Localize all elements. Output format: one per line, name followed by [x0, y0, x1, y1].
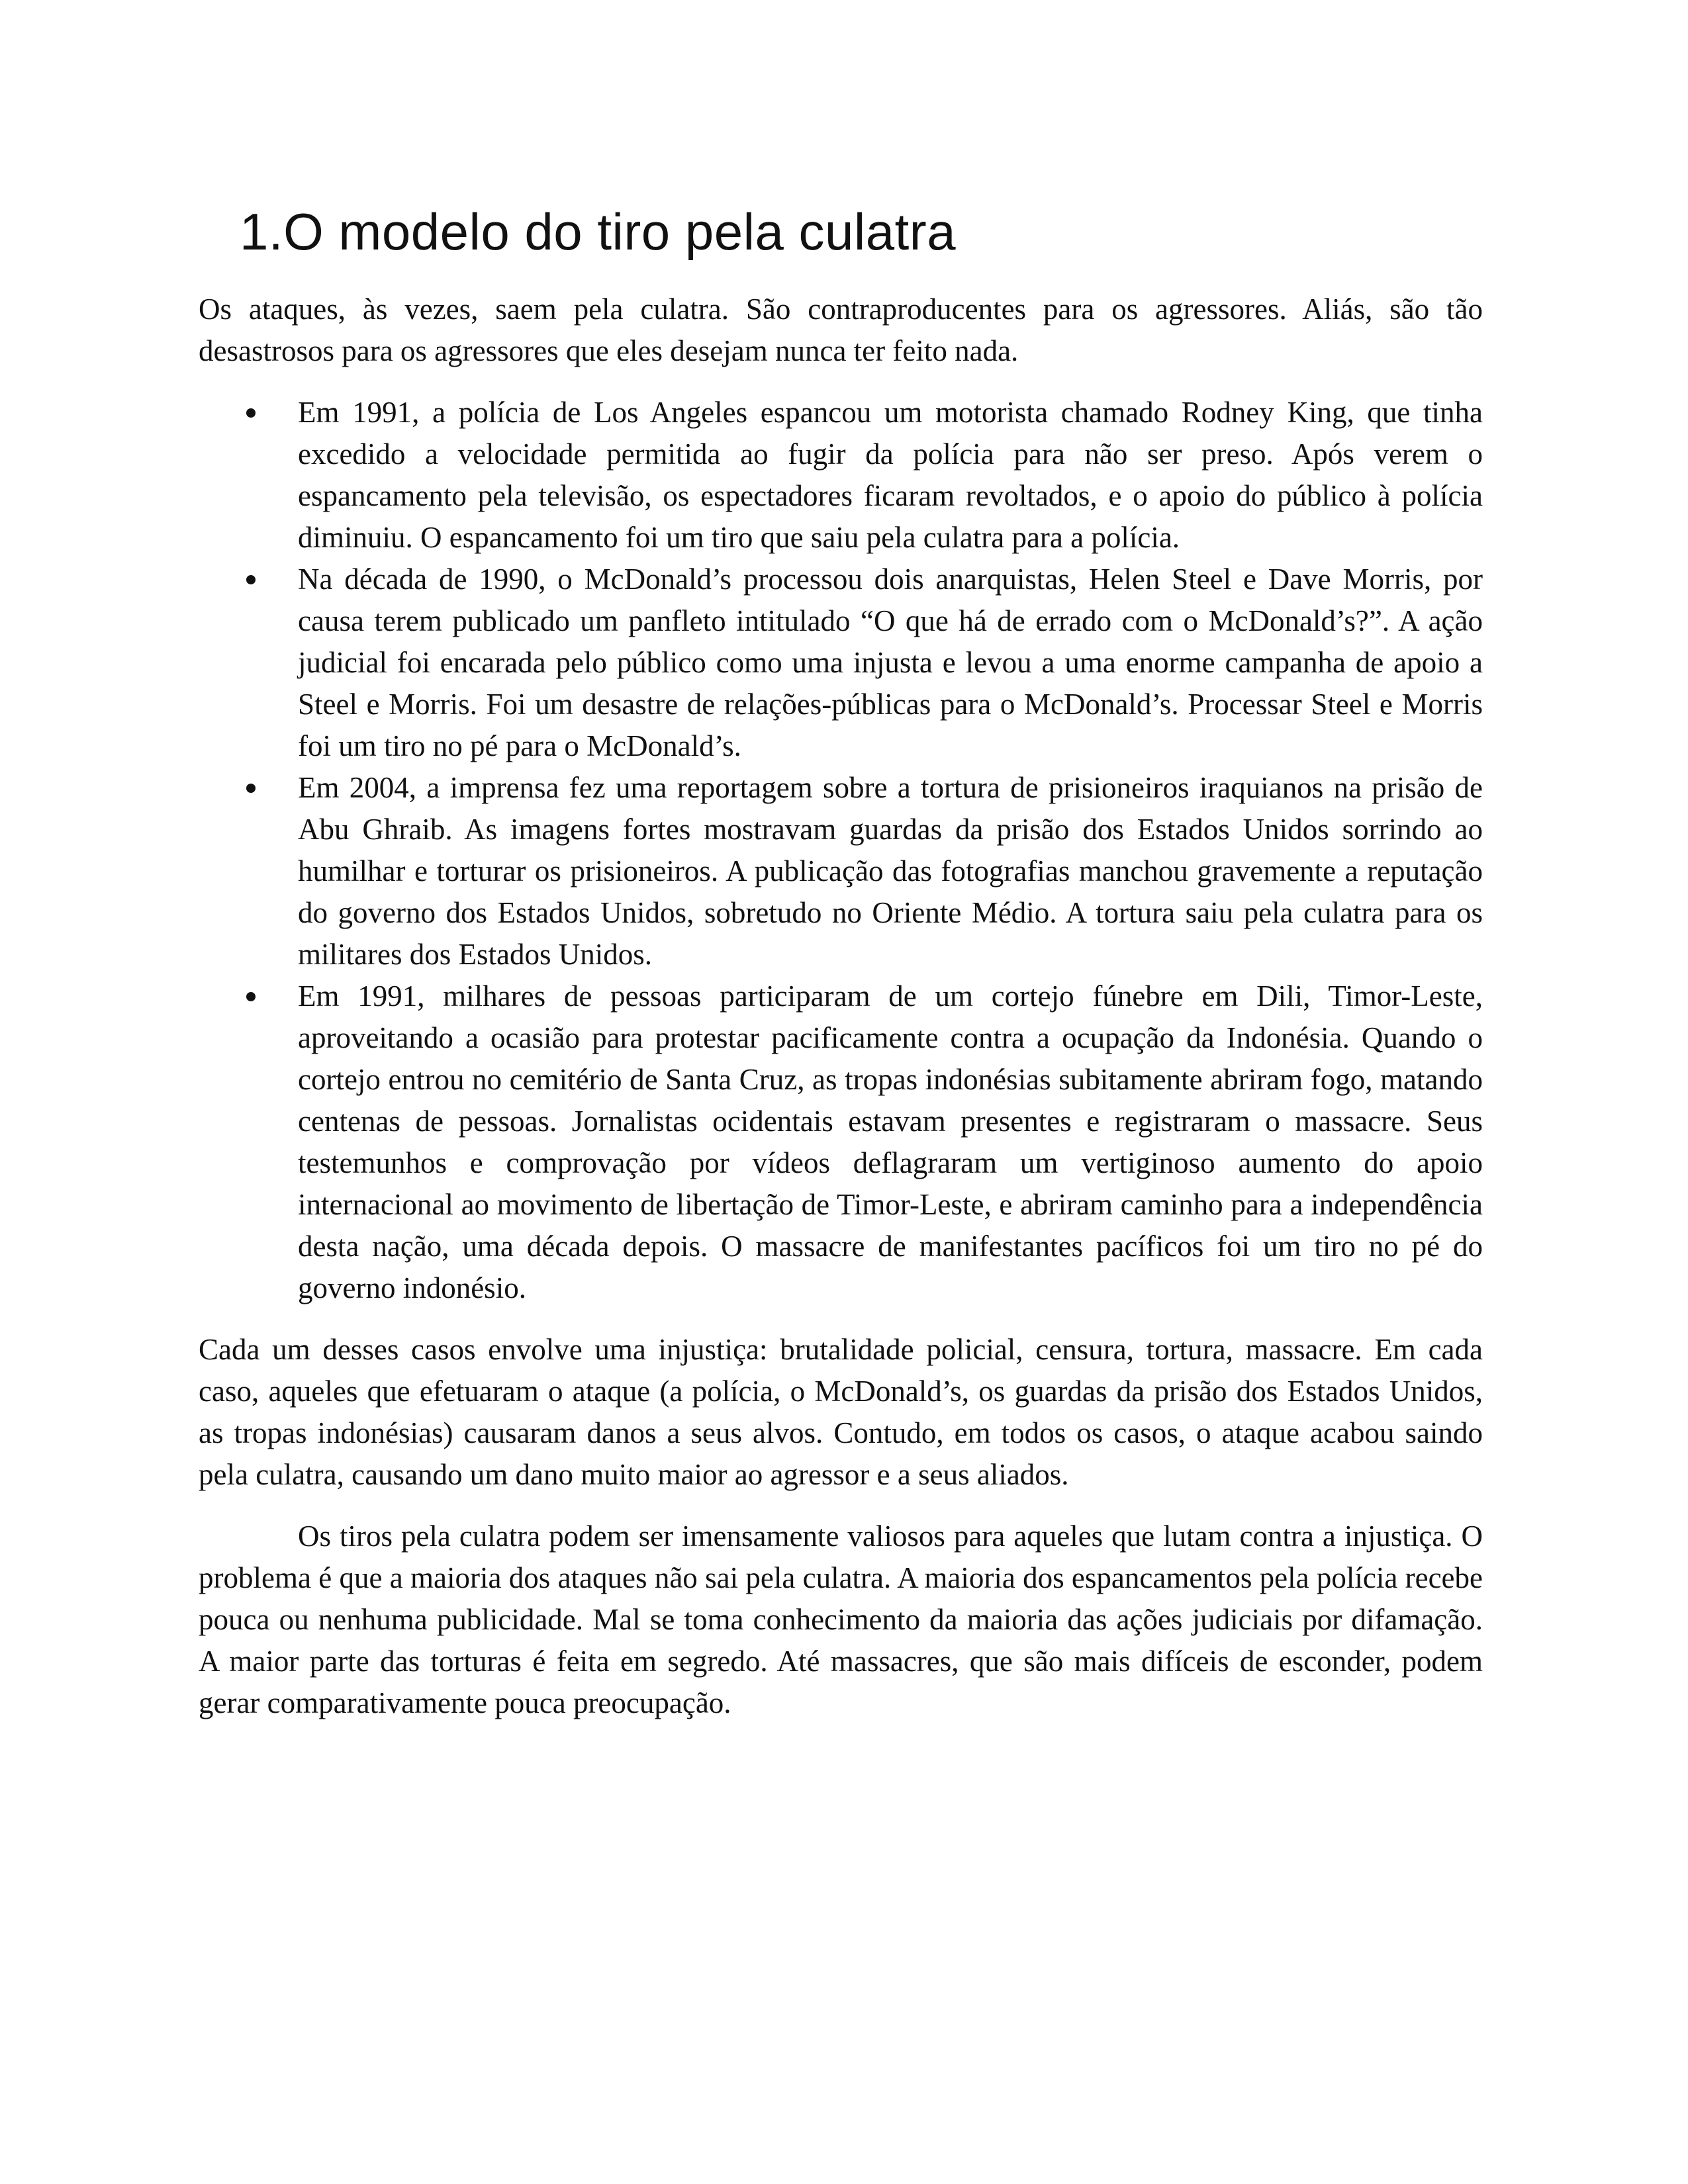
list-item — [199, 976, 1483, 1309]
intro-paragraph: Os ataques, às vezes, saem pela culatra. São contraproducentes para os agressores. Aliás, são tão desastrosos para os agressores que eles desejam nunca ter feito nada. — [199, 293, 1483, 367]
list-item — [199, 767, 1483, 976]
list-item-text: Em 1991, milhares de pessoas participaram de um cortejo fúnebre em Dili, Timor-Leste, aproveitando a ocasião para protestar pacificamente contra a ocupação da Indonésia. Quando o cortejo entrou no cemitério de Santa Cruz, as tropas indonésias subitamente abriram fogo, matando centenas de pessoas. Jornalistas ocidentais estavam presentes e registraram o massacre. Seus testemunhos e comprovação por vídeos deflagraram um vertiginoso aumento do apoio internacional ao movimento de libertação de Timor-Leste, e abriram caminho para a independência desta nação, uma década depois. O massacre de manifestantes pacíficos foi um tiro no pé do governo indonésio. — [298, 979, 1483, 1304]
section-number: 1. — [240, 203, 284, 261]
section-title: O modelo do tiro pela culatra — [283, 203, 957, 261]
document-body — [199, 289, 1483, 1724]
bullet-icon — [246, 408, 256, 418]
section-heading — [240, 199, 1483, 265]
bullet-icon — [246, 784, 256, 793]
examples-list — [199, 392, 1483, 1309]
list-item-text: Em 2004, a imprensa fez uma reportagem sobre a tortura de prisioneiros iraquianos na prisão de Abu Ghraib. As imagens fortes mostravam guardas da prisão dos Estados Unidos sorrindo ao humilhar e torturar os prisioneiros. A publicação das fotografias manchou gravemente a reputação do governo dos Estados Unidos, sobretudo no Oriente Médio. A tortura saiu pela culatra para os militares dos Estados Unidos. — [298, 771, 1483, 971]
list-item — [199, 559, 1483, 767]
list-item — [199, 392, 1483, 559]
summary-paragraph: Cada um desses casos envolve uma injustiça: brutalidade policial, censura, tortura, massacre. Em cada caso, aqueles que efetuaram o ataque (a polícia, o McDonald’s, os guardas da prisão dos Estados Unidos, as tropas indonésias) causaram danos a seus alvos. Contudo, em todos os casos, o ataque acabou saindo pela culatra, causando um dano muito maior ao agressor e a seus aliados. — [199, 1333, 1483, 1491]
list-item-text: Na década de 1990, o McDonald’s processou dois anarquistas, Helen Steel e Dave Morris, por causa terem publicado um panfleto intitulado “O que há de errado com o McDonald’s?”. A ação judicial foi encarada pelo público como uma injusta e levou a uma enorme campanha de apoio a Steel e Morris. Foi um desastre de relações-públicas para o McDonald’s. Processar Steel e Morris foi um tiro no pé para o McDonald’s. — [298, 563, 1483, 762]
bullet-icon — [246, 575, 256, 584]
bullet-icon — [246, 992, 256, 1001]
final-paragraph: Os tiros pela culatra podem ser imensamente valiosos para aqueles que lutam contra a injustiça. O problema é que a maioria dos ataques não sai pela culatra. A maioria dos espancamentos pela polícia recebe pouca ou nenhuma publicidade. Mal se toma conhecimento da maioria das ações judiciais por difamação. A maior parte das torturas é feita em segredo. Até massacres, que são mais difíceis de esconder, podem gerar comparativamente pouca preocupação. — [199, 1520, 1483, 1719]
document-page — [199, 199, 1483, 1744]
list-item-text: Em 1991, a polícia de Los Angeles espancou um motorista chamado Rodney King, que tinha excedido a velocidade permitida ao fugir da polícia para não ser preso. Após verem o espancamento pela televisão, os espectadores ficaram revoltados, e o apoio do público à polícia diminuiu. O espancamento foi um tiro que saiu pela culatra para a polícia. — [298, 396, 1483, 554]
